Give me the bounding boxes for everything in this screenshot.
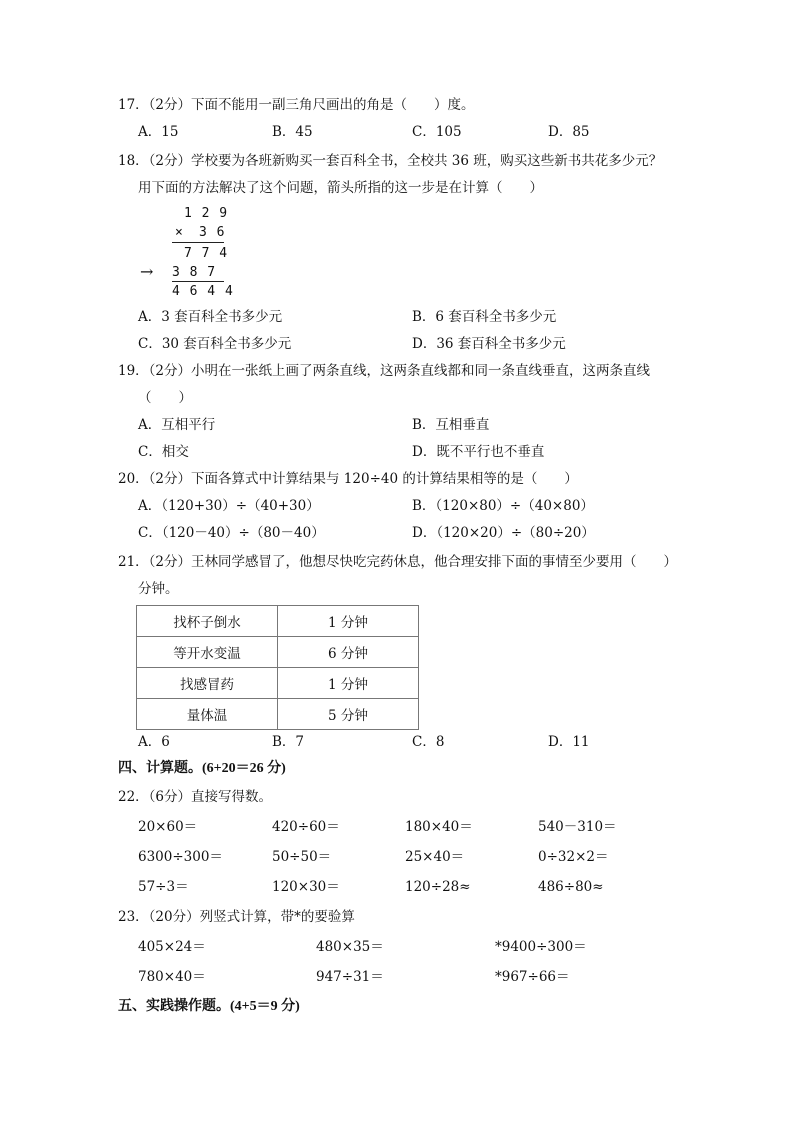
table-row [137, 637, 419, 668]
calc-multiply-sign: × [175, 225, 184, 240]
q21-option-d[interactable]: D．11 [548, 734, 590, 750]
table-row [137, 699, 419, 730]
task-cell: 等开水变温 [137, 637, 278, 668]
q23-item: 947÷31＝ [316, 969, 384, 985]
section5-title: 五、实践操作题。(4+5＝9 分) [118, 999, 300, 1014]
q23-item: 780×40＝ [138, 969, 206, 985]
q18-stem-line1: 18．（2分）学校要为各班新购买一套百科全书，全校共 36 班，购买这些新书共花多少元？ [118, 153, 663, 169]
q22-item: 6300÷300＝ [138, 849, 223, 865]
q22-item: 0÷32×2＝ [538, 849, 609, 865]
q21-option-a[interactable]: A．6 [138, 734, 170, 750]
table-row [137, 606, 419, 637]
q18-option-d[interactable]: D．36 套百科全书多少元 [412, 336, 566, 352]
q22-item: 120×30＝ [272, 879, 340, 895]
q17-option-b[interactable]: B．45 [272, 124, 313, 140]
q18-option-b[interactable]: B．6 套百科全书多少元 [412, 309, 557, 325]
q22-item: 420÷60＝ [272, 819, 340, 835]
q22-item: 180×40＝ [405, 819, 473, 835]
q21-stem-line2: 分钟。 [138, 581, 179, 597]
q20-option-c[interactable]: C．（120－40）÷（80－40） [138, 525, 325, 541]
q17-stem: 17．（2分）下面不能用一副三角尺画出的角是（ ）度。 [118, 97, 475, 113]
q17-option-c[interactable]: C．105 [412, 124, 462, 140]
q22-item: 20×60＝ [138, 819, 198, 835]
q18-option-c[interactable]: C．30 套百科全书多少元 [138, 336, 292, 352]
calc-row4: 3 8 7 [172, 265, 217, 280]
arrow-icon: → [140, 262, 154, 281]
q21-task-table [136, 605, 419, 730]
q23-item: 405×24＝ [138, 939, 206, 955]
q21-option-b[interactable]: B．7 [272, 734, 305, 750]
q20-option-a[interactable]: A．（120+30）÷（40+30） [138, 498, 320, 514]
calc-row1: 1 2 9 [184, 206, 229, 221]
time-cell: 6 分钟 [278, 637, 419, 668]
task-cell: 量体温 [137, 699, 278, 730]
q23-stem: 23．（20分）列竖式计算，带*的要验算 [118, 909, 355, 925]
task-cell: 找感冒药 [137, 668, 278, 699]
q17-option-a[interactable]: A．15 [138, 124, 179, 140]
q19-stem-line2: （ ） [138, 390, 192, 406]
q19-option-a[interactable]: A．互相平行 [138, 417, 216, 433]
calc-row5: 4 6 4 4 [172, 284, 234, 299]
q22-item: 25×40＝ [405, 849, 465, 865]
calc-line-1 [172, 242, 224, 243]
q22-item: 540－310＝ [538, 819, 617, 835]
q19-option-b[interactable]: B．互相垂直 [412, 417, 490, 433]
task-cell: 找杯子倒水 [137, 606, 278, 637]
q20-stem: 20．（2分）下面各算式中计算结果与 120÷40 的计算结果相等的是（ ） [118, 471, 578, 487]
calc-row3: 7 7 4 [184, 246, 229, 261]
calc-line-2 [172, 281, 224, 282]
time-cell: 1 分钟 [278, 606, 419, 637]
q22-item: 50÷50＝ [272, 849, 332, 865]
q18-stem-line2: 用下面的方法解决了这个问题，箭头所指的这一步是在计算（ ） [138, 180, 543, 196]
q23-item: *9400÷300＝ [495, 939, 587, 955]
q23-item: *967÷66＝ [495, 969, 570, 985]
q19-stem-line1: 19．（2分）小明在一张纸上画了两条直线，这两条直线都和同一条直线垂直，这两条直线 [118, 363, 651, 379]
q19-option-c[interactable]: C．相交 [138, 444, 189, 460]
q22-item: 57÷3＝ [138, 879, 189, 895]
q22-stem: 22．（6分）直接写得数。 [118, 789, 273, 805]
q20-option-b[interactable]: B．（120×80）÷（40×80） [412, 498, 594, 514]
time-cell: 1 分钟 [278, 668, 419, 699]
table-row [137, 668, 419, 699]
q18-option-a[interactable]: A．3 套百科全书多少元 [138, 309, 283, 325]
q22-item: 486÷80≈ [538, 879, 604, 895]
q20-option-d[interactable]: D．（120×20）÷（80÷20） [412, 525, 595, 541]
q19-option-d[interactable]: D．既不平行也不垂直 [412, 444, 545, 460]
section4-title: 四、计算题。(6+20＝26 分) [118, 761, 286, 776]
calc-row2: 3 6 [199, 225, 226, 240]
q23-item: 480×35＝ [316, 939, 384, 955]
q17-option-d[interactable]: D．85 [548, 124, 590, 140]
time-cell: 5 分钟 [278, 699, 419, 730]
q21-option-c[interactable]: C．8 [412, 734, 445, 750]
q21-stem-line1: 21．（2分）王林同学感冒了，他想尽快吃完药休息，他合理安排下面的事情至少要用（ ） [118, 554, 678, 570]
q22-item: 120÷28≈ [405, 879, 471, 895]
